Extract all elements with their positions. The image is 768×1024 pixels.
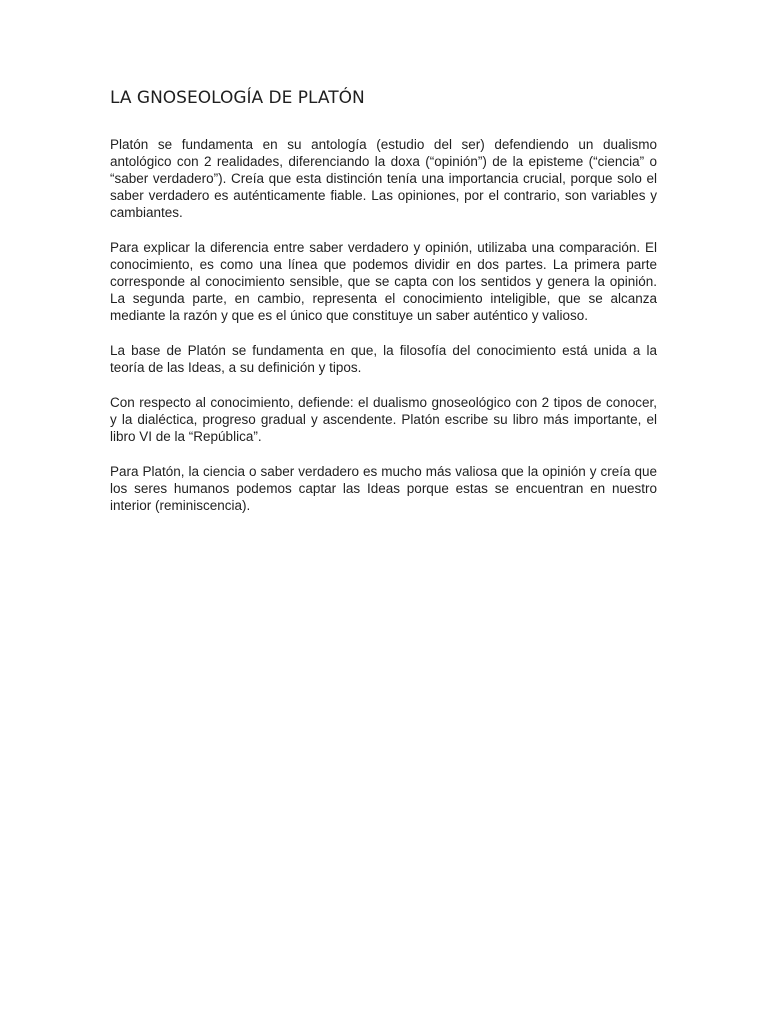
paragraph-1: Platón se fundamenta en su antología (estudio del ser) defendiendo un dualismo antológico con 2 realidades, diferenciando la doxa (“opinión”) de la episteme (“ciencia” o “saber verdadero”). Creía que esta distinción tenía una importancia crucial, porque solo el saber verdadero es auténticamente fiable. Las opiniones, por el contrario, son variables y cambiantes.: [110, 137, 657, 220]
document-title: LA GNOSEOLOGÍA DE PLATÓN: [110, 88, 365, 108]
paragraph-3: La base de Platón se fundamenta en que, la filosofía del conocimiento está unida a la teoría de las Ideas, a su definición y tipos.: [110, 343, 657, 375]
paragraph-4: Con respecto al conocimiento, defiende: el dualismo gnoseológico con 2 tipos de conocer, y la dialéctica, progreso gradual y ascendente. Platón escribe su libro más importante, el libro VI de la “República”.: [110, 395, 657, 444]
paragraph-5: Para Platón, la ciencia o saber verdadero es mucho más valiosa que la opinión y creía que los seres humanos podemos captar las Ideas porque estas se encuentran en nuestro interior (reminiscencia).: [110, 464, 657, 513]
paragraph-2: Para explicar la diferencia entre saber verdadero y opinión, utilizaba una comparación. El conocimiento, es como una línea que podemos dividir en dos partes. La primera parte corresponde al conocimiento sensible, que se capta con los sentidos y genera la opinión. La segunda parte, en cambio, representa el conocimiento inteligible, que se alcanza mediante la razón y que es el único que constituye un saber auténtico y valioso.: [110, 240, 657, 323]
document-content: [110, 86, 657, 532]
